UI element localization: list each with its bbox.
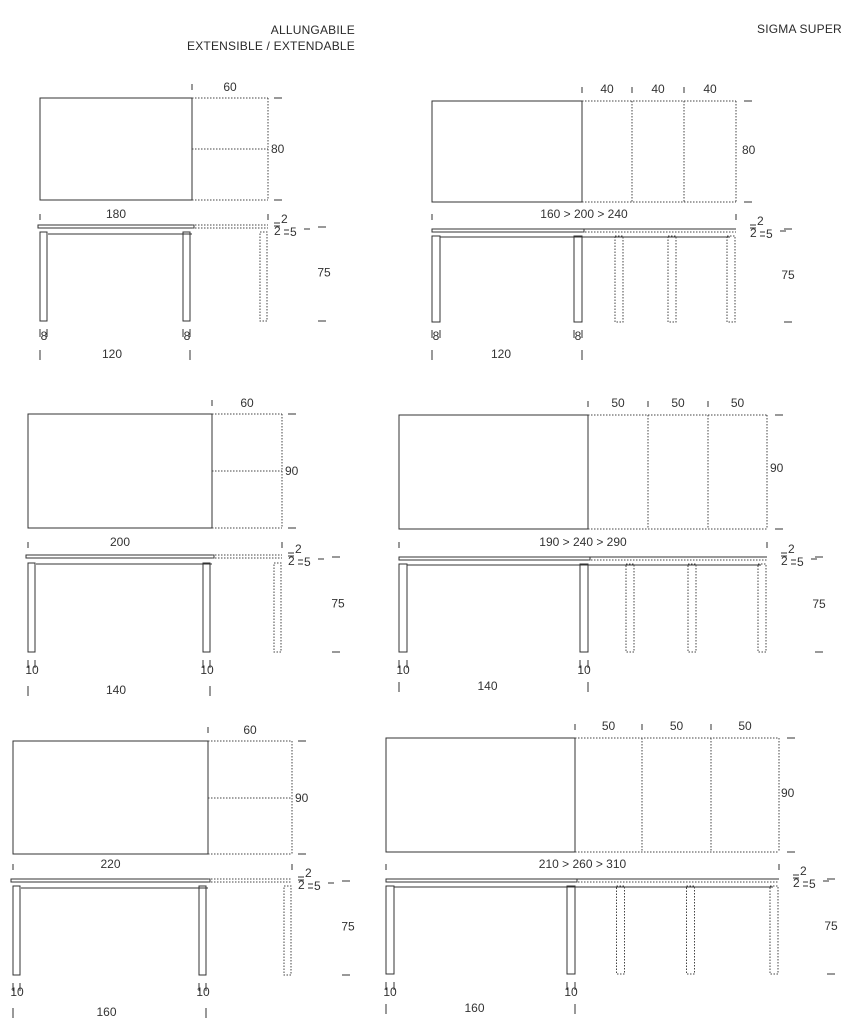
leg-width-label: 10 [564, 985, 578, 999]
leg-right [203, 563, 210, 652]
leaf-width-label: 50 [730, 396, 745, 410]
leg-extension [284, 886, 291, 975]
leg-left [432, 236, 440, 322]
leg-width-label: 10 [200, 663, 214, 677]
thickness-thick-bottom: 2 [298, 878, 305, 892]
thickness-thick-bottom: 2 [750, 226, 757, 240]
leg-width-label: 8 [183, 329, 191, 343]
leg-width-label: 10 [577, 663, 591, 677]
leg-extension [688, 564, 696, 652]
leg-spacing-label: 140 [477, 679, 498, 693]
leg-width-label: 10 [396, 663, 410, 677]
tabletop-side [399, 557, 590, 560]
table-top-plan [28, 414, 212, 528]
leg-extension [626, 564, 634, 652]
thickness-thick-top: 2 [305, 866, 312, 880]
thickness-thick-total: 5 [314, 879, 321, 893]
table-top-plan [386, 738, 575, 852]
length-sequence-label: 190 > 240 > 290 [539, 535, 627, 549]
leg-extension [770, 886, 778, 974]
depth-label: 80 [742, 143, 756, 157]
leg-width-label: 10 [25, 663, 39, 677]
header-extendable: EXTENSIBLE / EXTENDABLE [187, 39, 355, 53]
closed-length-label: 220 [100, 857, 121, 871]
leg-extension [274, 563, 281, 652]
leg-left [386, 886, 394, 974]
table-top-plan [13, 741, 208, 854]
extension-label: 60 [243, 723, 257, 737]
right-table-1 [432, 82, 795, 361]
leg-extension [687, 886, 695, 974]
height-label: 75 [812, 597, 826, 611]
leg-spacing-label: 120 [101, 347, 123, 361]
tabletop-side [432, 229, 584, 232]
leaf-width-label: 50 [671, 396, 685, 410]
table-top-plan [432, 101, 582, 202]
thickness-thick-total: 5 [304, 555, 311, 569]
thickness-thick-total: 5 [797, 555, 804, 569]
tabletop-side [386, 879, 577, 882]
tabletop-side [26, 555, 214, 558]
leg-width-label: 8 [432, 329, 440, 343]
leg-extension [668, 236, 676, 322]
thickness-thick-top: 2 [788, 542, 795, 556]
leaf-width-label: 40 [651, 82, 665, 96]
leg-width-label: 10 [383, 985, 397, 999]
leg-extension [727, 236, 735, 322]
leg-right [199, 886, 206, 975]
extension-label: 60 [240, 396, 254, 410]
leg-left [13, 886, 20, 975]
closed-length-label: 200 [109, 535, 131, 549]
leg-left [28, 563, 35, 652]
thickness-thick-top: 2 [800, 864, 807, 878]
height-label: 75 [331, 596, 345, 611]
height-label: 75 [781, 268, 795, 282]
table-top-plan [40, 98, 192, 200]
extension-label: 60 [223, 80, 237, 94]
leg-right [183, 232, 190, 321]
length-sequence-label: 210 > 260 > 310 [538, 857, 627, 871]
thickness-thick-total: 5 [290, 225, 297, 239]
leg-left [40, 232, 47, 321]
thickness-thick-bottom: 2 [781, 554, 788, 568]
leg-extension [260, 232, 267, 321]
leaf-width-label: 50 [738, 719, 752, 733]
leg-extension [758, 564, 766, 652]
thickness-thick-bottom: 2 [274, 224, 281, 238]
leg-width-label: 8 [574, 329, 582, 343]
depth-label: 90 [295, 791, 309, 805]
left-table-3 [10, 723, 355, 1019]
leg-spacing-label: 140 [105, 683, 127, 697]
leaf-width-label: 50 [669, 719, 684, 733]
depth-label: 90 [285, 464, 299, 478]
closed-length-label: 180 [105, 207, 127, 221]
thickness-thick-total: 5 [766, 227, 773, 241]
thickness-thick-total: 5 [809, 877, 816, 891]
depth-label: 90 [781, 786, 795, 800]
table-top-plan [399, 415, 588, 529]
leg-extension [615, 236, 623, 322]
leg-spacing-label: 160 [464, 1001, 485, 1015]
height-label: 75 [341, 919, 355, 934]
right-table-2 [396, 396, 826, 693]
thickness-thick-bottom: 2 [288, 554, 295, 568]
left-table-2 [25, 396, 345, 697]
leg-right [574, 236, 582, 322]
thickness-thick-top: 2 [757, 214, 764, 228]
thickness-thick-bottom: 2 [793, 876, 800, 890]
leaf-width-label: 40 [703, 82, 717, 96]
depth-label: 80 [271, 142, 285, 156]
leg-spacing-label: 160 [96, 1005, 117, 1019]
leg-spacing-label: 120 [490, 347, 512, 361]
left-table-1 [38, 80, 331, 361]
right-table-3 [383, 719, 838, 1015]
leg-extension [617, 886, 625, 974]
length-sequence-label: 160 > 200 > 240 [540, 207, 628, 221]
leaf-width-label: 40 [600, 82, 614, 96]
leaf-width-label: 50 [611, 396, 625, 410]
height-label: 75 [824, 919, 838, 933]
leaf-width-label: 50 [601, 719, 616, 733]
height-label: 75 [317, 265, 331, 280]
leg-right [567, 886, 575, 974]
leg-left [399, 564, 407, 652]
thickness-thick-top: 2 [281, 212, 288, 226]
leg-right [580, 564, 588, 652]
header-model-name: SIGMA SUPER [757, 22, 842, 36]
tabletop-side [38, 225, 194, 228]
depth-label: 90 [770, 461, 784, 475]
thickness-thick-top: 2 [295, 542, 302, 556]
leg-width-label: 10 [10, 985, 24, 999]
leg-width-label: 8 [40, 329, 48, 343]
header-allungabile: ALLUNGABILE [270, 23, 355, 37]
leg-width-label: 10 [196, 985, 210, 999]
tabletop-side [11, 879, 210, 882]
